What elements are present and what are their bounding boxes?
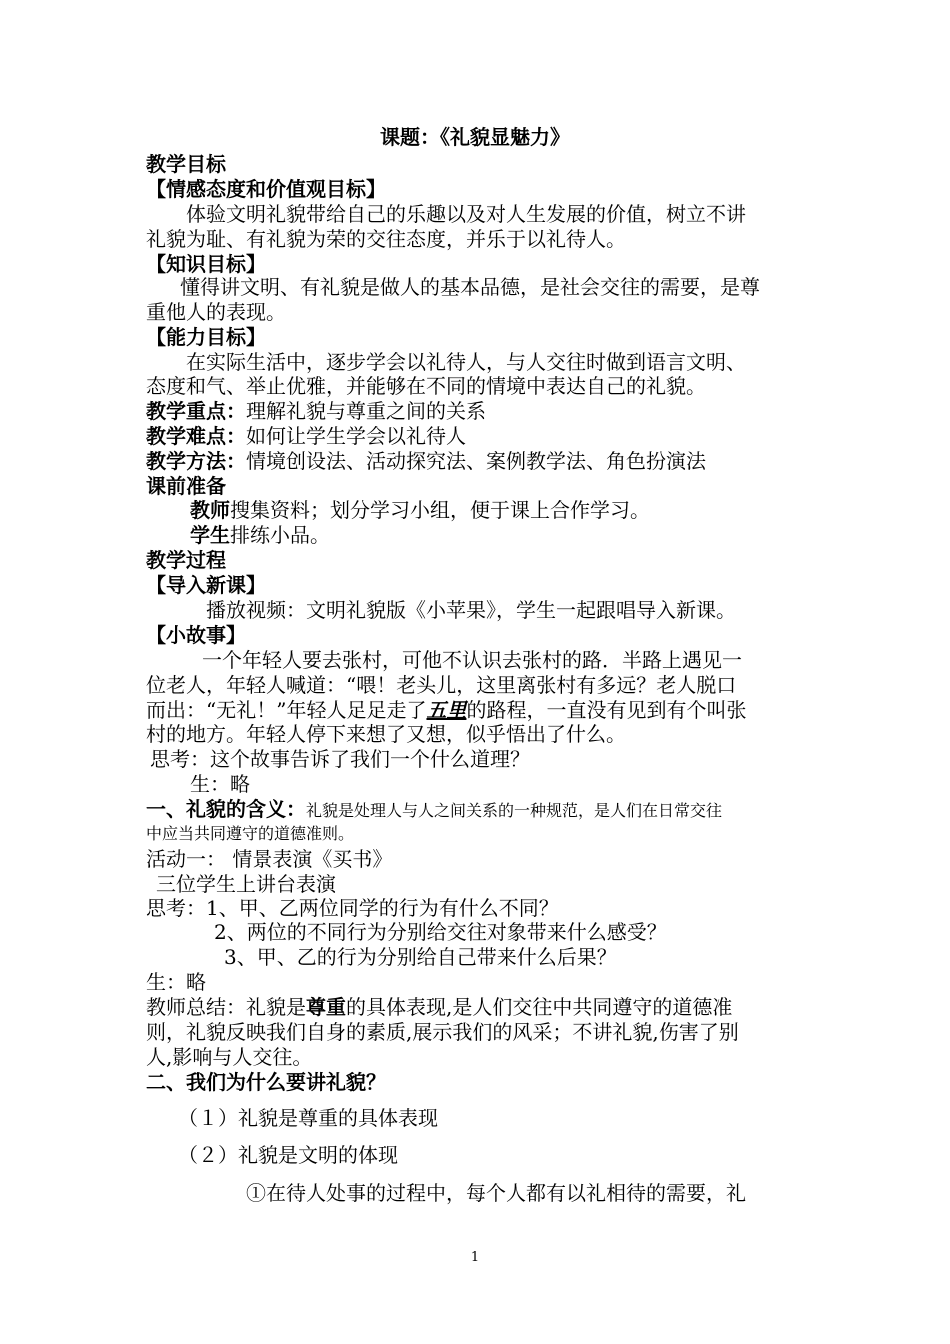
activity-question: 思考：1、甲、乙两位同学的行为有什么不同？ [146,896,559,920]
page-number: 1 [470,1250,480,1265]
teaching-method-text: 情境创设法、活动探究法、案例教学法、角色扮演法 [246,449,706,473]
reason-item: （２）礼貌是文明的体现 [178,1143,398,1167]
meaning-definition: 礼貌是处理人与人之间关系的一种规范，是人们在日常交往 [306,801,723,820]
reason-subitem: ①在待人处事的过程中，每个人都有以礼相待的需要，礼 [246,1181,746,1205]
story-heading: 【小故事】 [146,623,246,647]
reason-item: （１）礼貌是尊重的具体表现 [178,1106,438,1130]
intro-heading: 【导入新课】 [146,573,266,597]
knowledge-goal-heading: 【知识目标】 [146,252,266,276]
story-question: 思考：这个故事告诉了我们一个什么道理？ [150,747,530,771]
story-emphasis: 五里 [426,698,467,722]
activity-title: 活动一： 情景表演《买书》 [146,847,393,871]
emotion-goal-line: 礼貌为耻、有礼貌为荣的交往态度，并乐于以礼待人。 [146,227,626,251]
summary-text: 的具体表现,是人们交往中共同遵守的道德准 [346,995,733,1019]
emotion-goal-heading: 【情感态度和价值观目标】 [146,177,386,201]
story-text: 的路程，一直没有见到有个叫张 [466,698,747,722]
difficulty-text: 如何让学生学会以礼待人 [246,424,466,448]
key-point-label: 教学重点： [146,399,246,423]
intro-text: 播放视频：文明礼貌版《小苹果》，学生一起跟唱导入新课。 [206,598,736,622]
summary-text: 教师总结：礼貌是 [146,995,306,1019]
teacher-summary [146,995,732,1019]
key-point [146,399,486,423]
student-label: 学生 [190,523,230,547]
teacher-label: 教师 [190,498,230,522]
section-two-heading: 二、我们为什么要讲礼貌？ [146,1070,386,1094]
teacher-text: 搜集资料；划分学习小组，便于课上合作学习。 [230,498,650,522]
preparation-heading: 课前准备 [146,474,226,498]
difficulty [146,424,466,448]
activity-question: 3、甲、乙的行为分别给自己带来什么后果？ [224,945,617,969]
page-title: 课题：《礼貌显魅力》 [380,125,570,149]
story-answer: 生：略 [190,772,250,796]
difficulty-label: 教学难点： [146,424,246,448]
ability-goal-line: 在实际生活中，逐步学会以礼待人，与人交往时做到语言文明、 [186,350,746,374]
student-text: 排练小品。 [230,523,330,547]
meaning-definition: 中应当共同遵守的道德准则。 [146,824,355,843]
process-heading: 教学过程 [146,548,226,572]
ability-goal-heading: 【能力目标】 [146,325,266,349]
ability-goal-line: 态度和气、举止优雅，并能够在不同的情境中表达自己的礼貌。 [146,374,706,398]
knowledge-goal-line: 重他人的表现。 [146,300,286,324]
teaching-goals-heading: 教学目标 [146,152,226,176]
teacher-preparation [190,498,650,522]
knowledge-goal-line: 懂得讲文明、有礼貌是做人的基本品德，是社会交往的需要，是尊 [180,275,760,299]
teacher-summary: 则，礼貌反映我们自身的素质,展示我们的风采；不讲礼貌,伤害了别 [146,1020,739,1044]
teaching-method [146,449,706,473]
teaching-method-label: 教学方法： [146,449,246,473]
student-preparation [190,523,330,547]
story-line: 一个年轻人要去张村，可他不认识去张村的路．半路上遇见一 [202,648,742,672]
story-line [146,698,746,722]
emotion-goal-line: 体验文明礼貌带给自己的乐趣以及对人生发展的价值，树立不讲 [186,202,746,226]
story-line: 村的地方。年轻人停下来想了又想，似乎悟出了什么。 [146,722,626,746]
summary-emphasis: 尊重 [306,995,346,1019]
meaning-line [146,797,722,823]
teacher-summary: 人,影响与人交往。 [146,1045,313,1069]
activity-question: 2、两位的不同行为分别给交往对象带来什么感受？ [214,920,667,944]
activity-performers: 三位学生上讲台表演 [156,872,336,896]
section-one-heading: 一、礼貌的含义： [146,797,306,821]
story-line: 位老人，年轻人喊道：“喂！老头儿，这里离张村有多远？老人脱口 [146,673,737,697]
story-text: 而出：“无礼！”年轻人足足走了 [146,698,427,722]
key-point-text: 理解礼貌与尊重之间的关系 [246,399,486,423]
activity-answer: 生：略 [146,970,206,994]
